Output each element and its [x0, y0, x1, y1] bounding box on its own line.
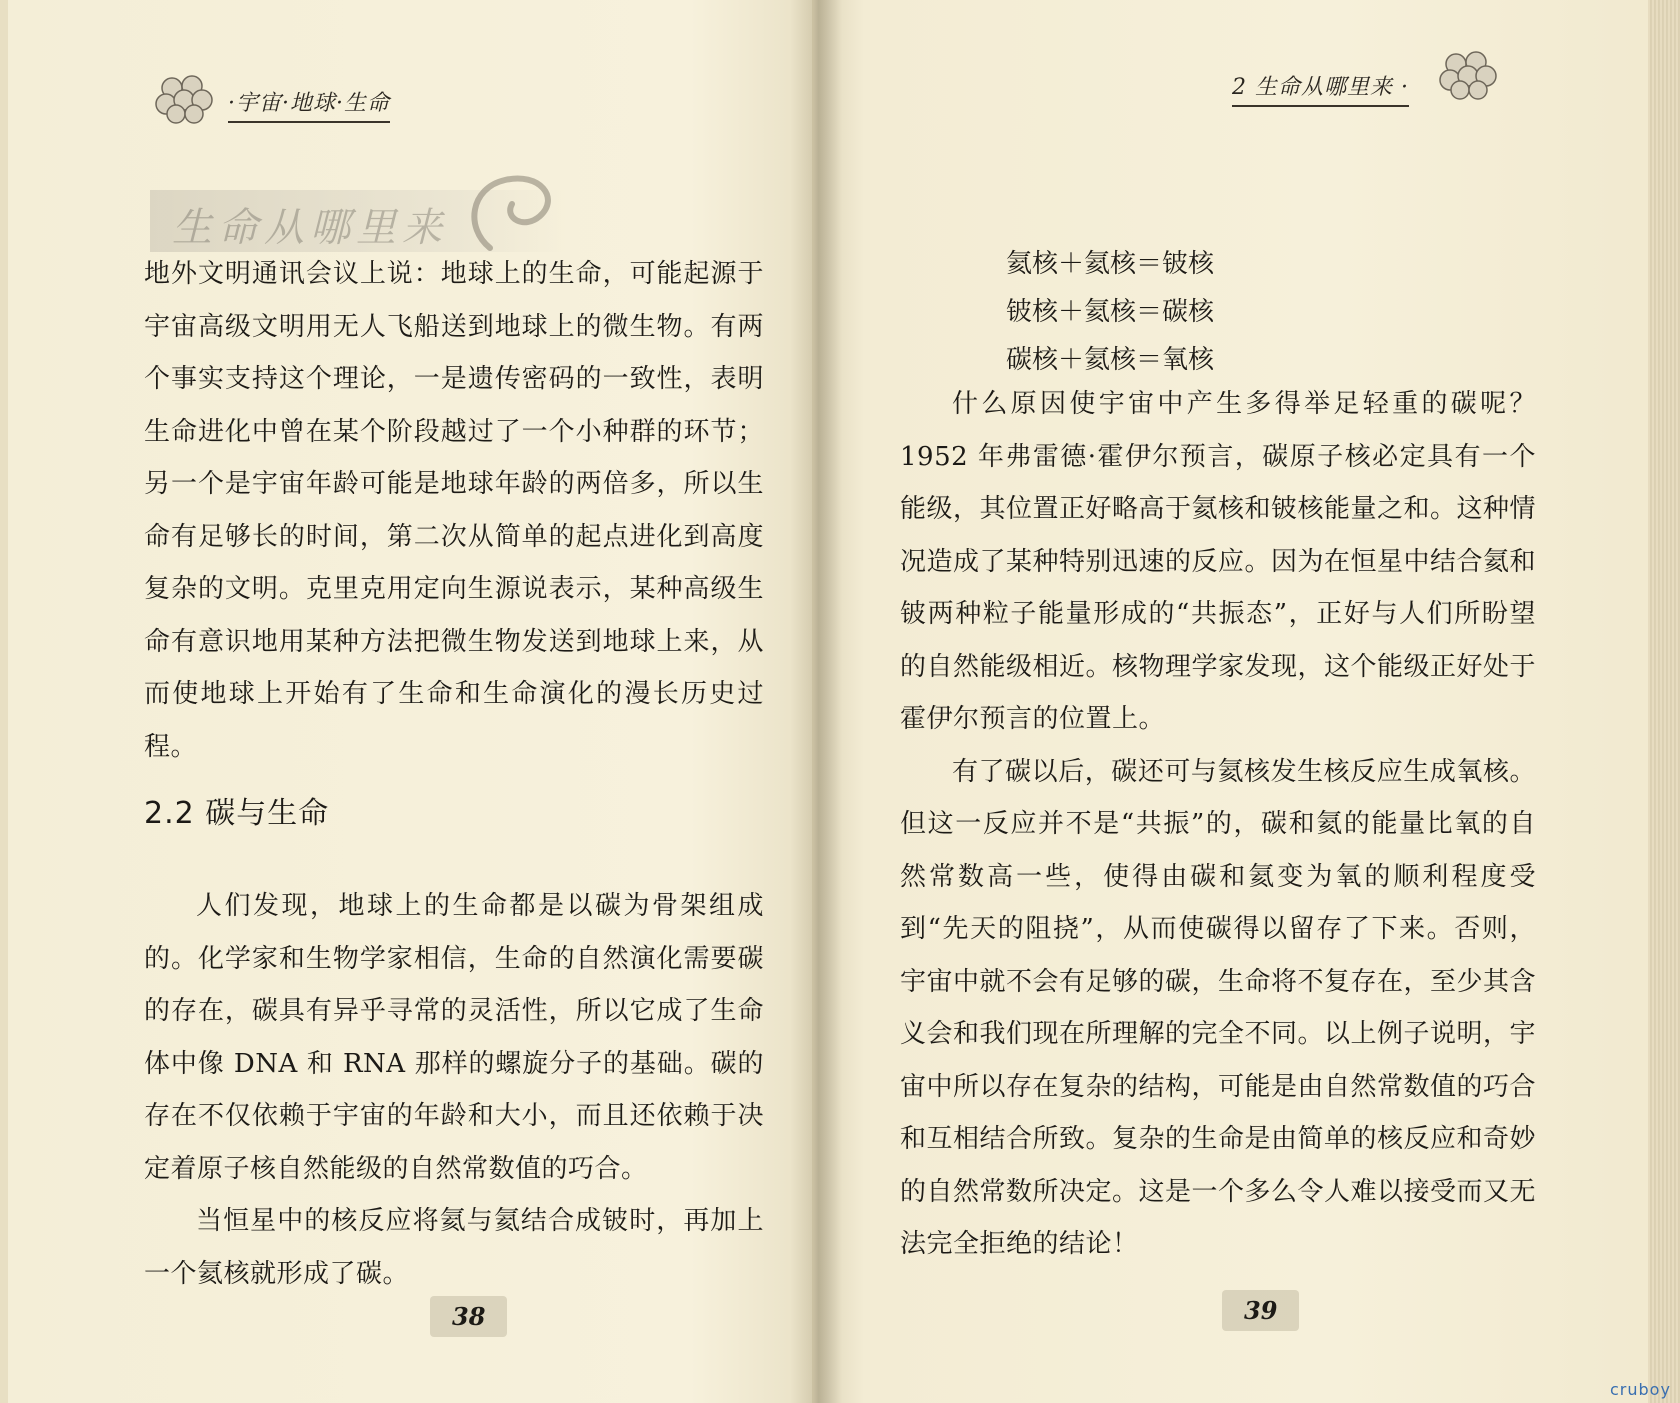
running-head-right: 2 生命从哪里来 ·: [1232, 70, 1409, 107]
left-section-text: [144, 880, 764, 1300]
equation: 氦核＋氦核＝铍核: [1006, 249, 1215, 279]
flower-ornament-icon: [1436, 46, 1500, 102]
right-body-text: [900, 378, 1536, 1271]
swirl-ornament-icon: [460, 168, 570, 258]
paragraph: 人们发现，地球上的生命都是以碳为骨架组成的。化学家和生物学家相信，生命的自然演化需要碳的存在，碳具有异乎寻常的灵活性，所以它成了生命体中像 DNA 和 RNA 那样的螺旋分子的基础。碳的存在不仅依赖于宇宙的年龄和大小，而且还依赖于决定着原子核自然能级的自然常数值的巧合。: [144, 891, 764, 1184]
paragraph: 地外文明通讯会议上说：地球上的生命，可能起源于宇宙高级文明用无人飞船送到地球上的微生物。有两个事实支持这个理论，一是遗传密码的一致性，表明生命进化中曾在某个阶段越过了一个小种群的环节；另一个是宇宙年龄可能是地球年龄的两倍多，所以生命有足够长的时间，第二次从简单的起点进化到高度复杂的文明。克里克用定向生源说表示，某种高级生命有意识地用某种方法把微生物发送到地球上来，从而使地球上开始有了生命和生命演化的漫长历史过程。: [144, 259, 764, 762]
flower-ornament-icon: [152, 70, 216, 126]
book-spine-shadow: [790, 0, 842, 1403]
paragraph: 什么原因使宇宙中产生多得举足轻重的碳呢？1952 年弗雷德·霍伊尔预言，碳原子核必定具有一个能级，其位置正好略高于氦核和铍核能量之和。这种情况造成了某种特别迅速的反应。因为在恒星中结合氦和铍两种粒子能量形成的“共振态”，正好与人们所盼望的自然能级相近。核物理学家发现，这个能级正好处于霍伊尔预言的位置上。: [900, 389, 1537, 734]
equation: 铍核＋氦核＝碳核: [1006, 297, 1215, 327]
equation: 碳核＋氦核＝氧核: [1006, 345, 1215, 375]
running-head-left: ·宇宙·地球·生命: [228, 86, 390, 123]
left-page-edge: [0, 0, 8, 1403]
nuclear-equations: [1006, 240, 1214, 384]
page-number-right: 39: [1222, 1290, 1299, 1331]
watermark: cruboy: [1610, 1380, 1671, 1399]
right-page-edge: [1648, 0, 1680, 1403]
page-number-left: 38: [430, 1296, 507, 1337]
paragraph: 有了碳以后，碳还可与氦核发生核反应生成氧核。但这一反应并不是“共振”的，碳和氦的能量比氧的自然常数高一些，使得由碳和氦变为氧的顺利程度受到“先天的阻挠”，从而使碳得以留存了下来。否则，宇宙中就不会有足够的碳，生命将不复存在，至少其含义会和我们现在所理解的完全不同。以上例子说明，宇宙中所以存在复杂的结构，可能是由自然常数值的巧合和互相结合所致。复杂的生命是由简单的核反应和奇妙的自然常数所决定。这是一个多么令人难以接受而又无法完全拒绝的结论！: [900, 756, 1537, 1259]
section-title: 2.2 碳与生命: [144, 796, 330, 831]
left-body-text: [144, 248, 764, 773]
chapter-banner-text: 生命从哪里来: [172, 205, 448, 251]
paragraph: 当恒星中的核反应将氦与氦结合成铍时，再加上一个氦核就形成了碳。: [144, 1206, 764, 1289]
